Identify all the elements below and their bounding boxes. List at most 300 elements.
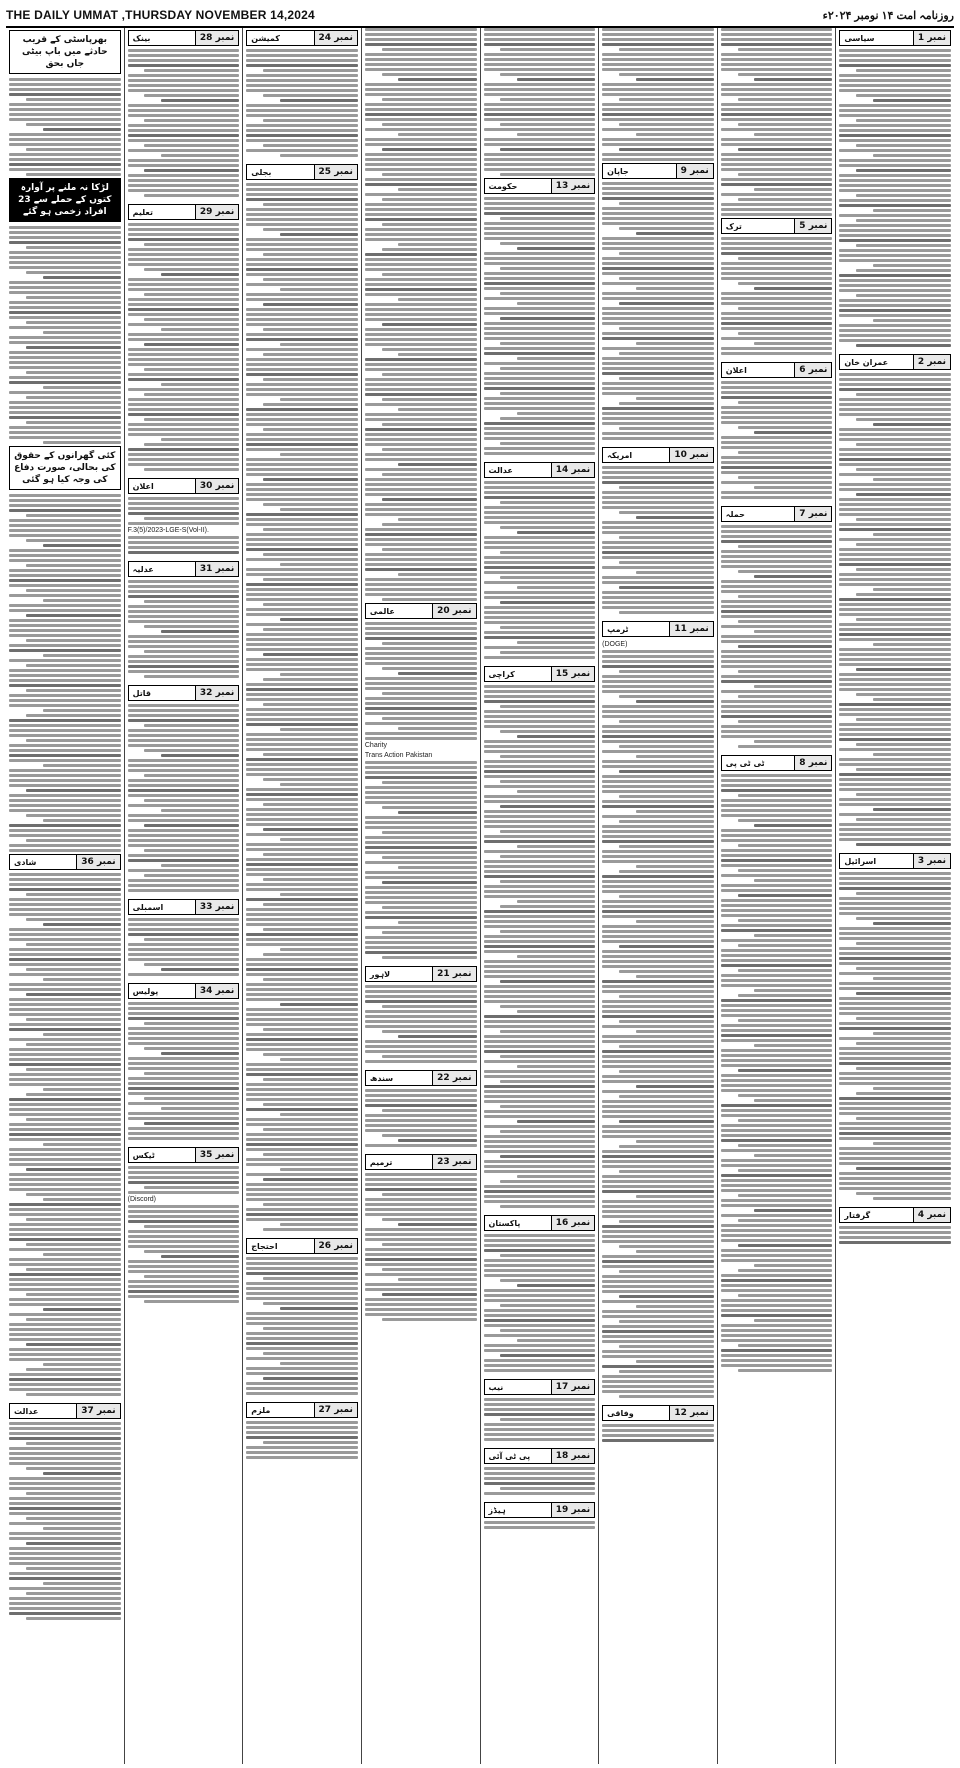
text-line (128, 139, 240, 142)
text-line (636, 755, 714, 758)
text-line (263, 1178, 358, 1181)
text-line (839, 79, 951, 82)
text-line (128, 184, 240, 187)
text-line (500, 367, 595, 370)
text-line (128, 398, 240, 401)
text-line (602, 1200, 714, 1203)
text-line (9, 231, 121, 234)
text-line (9, 619, 121, 622)
text-line (246, 808, 358, 811)
text-line (721, 381, 833, 384)
text-line (738, 794, 833, 797)
text-line (602, 297, 714, 300)
text-line (246, 768, 358, 771)
text-line (721, 560, 833, 563)
text-line (9, 649, 121, 652)
text-line (602, 526, 714, 529)
news-item-2 (839, 352, 951, 846)
text-line (128, 253, 240, 256)
text-line (721, 88, 833, 91)
text-line (721, 237, 833, 240)
text-line (839, 1102, 951, 1105)
text-line (738, 401, 833, 404)
text-line (161, 154, 239, 157)
text-line (721, 1074, 833, 1077)
text-line (721, 322, 833, 325)
text-line (246, 1287, 358, 1290)
text-line (365, 841, 477, 844)
text-line (9, 118, 121, 121)
text-line (721, 1359, 833, 1362)
text-line (43, 1198, 121, 1201)
text-line (602, 83, 714, 86)
item-header: نمبر 24 کمیشن (246, 30, 358, 46)
text-line (382, 48, 477, 51)
news-item-16 (484, 1213, 596, 1372)
text-line (839, 1182, 951, 1185)
text-line (602, 665, 714, 668)
text-line (738, 844, 833, 847)
text-line (9, 366, 121, 369)
text-line (365, 846, 477, 849)
text-line (246, 718, 358, 721)
text-line (9, 1358, 121, 1361)
text-line (602, 1150, 714, 1153)
text-line (9, 1158, 121, 1161)
text-line (365, 288, 477, 291)
text-line (128, 1027, 240, 1030)
text-line (128, 719, 240, 722)
text-line (721, 854, 833, 857)
text-line (246, 773, 358, 776)
text-line (246, 1421, 358, 1424)
text-line (128, 854, 240, 857)
text-line (484, 990, 596, 993)
text-line (246, 488, 358, 491)
text-line (839, 388, 951, 391)
text-line (721, 650, 833, 653)
text-line (9, 113, 121, 116)
text-line (721, 1309, 833, 1312)
text-line (602, 885, 714, 888)
text-line (517, 302, 595, 305)
text-line (128, 114, 240, 117)
text-line (839, 783, 951, 786)
text-line (365, 263, 477, 266)
text-line (721, 1254, 833, 1257)
item-header: نمبر 26 احتجاج (246, 1238, 358, 1254)
text-line (602, 905, 714, 908)
text-line (738, 426, 833, 429)
text-line (246, 1456, 358, 1459)
text-line (721, 939, 833, 942)
text-line (484, 1413, 596, 1416)
text-line (754, 1264, 832, 1267)
text-line (754, 575, 832, 578)
text-line (128, 353, 240, 356)
text-line (484, 377, 596, 380)
text-line (365, 936, 477, 939)
text-line (246, 1372, 358, 1375)
text-line (263, 528, 358, 531)
text-line (839, 89, 951, 92)
item-header: نمبر 17 نیب (484, 1379, 596, 1395)
text-line (365, 278, 477, 281)
text-line (839, 513, 951, 516)
text-line (365, 553, 477, 556)
text-line (602, 655, 714, 658)
text-line (602, 551, 714, 554)
text-line (484, 1045, 596, 1048)
text-line (839, 528, 951, 531)
text-line (263, 603, 358, 606)
text-line (26, 346, 121, 349)
text-line (517, 790, 595, 793)
text-line (721, 481, 833, 484)
text-line (484, 646, 596, 649)
text-line (500, 1279, 595, 1282)
text-line (721, 1089, 833, 1092)
text-line (280, 1168, 358, 1171)
text-line (839, 49, 951, 52)
item-header: نمبر 33 اسمبلی (128, 899, 240, 915)
text-line (382, 667, 477, 670)
text-line (484, 1521, 596, 1524)
text-line (263, 328, 358, 331)
news-item-13 (484, 176, 596, 455)
text-line (9, 1108, 121, 1111)
text-line (26, 714, 121, 717)
text-line (382, 1243, 477, 1246)
text-line (9, 1557, 121, 1560)
text-line (602, 935, 714, 938)
text-line (128, 595, 240, 598)
text-line (365, 896, 477, 899)
text-line (128, 124, 240, 127)
text-line (43, 978, 121, 981)
text-line (246, 823, 358, 826)
text-line (721, 302, 833, 305)
text-line (128, 174, 240, 177)
text-line (128, 1007, 240, 1010)
text-line (484, 1095, 596, 1098)
text-line (484, 1369, 596, 1372)
text-line (246, 273, 358, 276)
text-line (721, 1149, 833, 1152)
text-line (128, 784, 240, 787)
text-line (602, 1424, 714, 1427)
text-line (365, 1010, 477, 1013)
text-line (246, 633, 358, 636)
text-line (484, 700, 596, 703)
text-line (484, 1160, 596, 1163)
text-line (484, 720, 596, 723)
text-line (128, 278, 240, 281)
text-line (839, 1152, 951, 1155)
text-line (365, 503, 477, 506)
text-line (26, 968, 121, 971)
text-line (839, 448, 951, 451)
text-line (9, 83, 121, 86)
text-line (484, 1090, 596, 1093)
text-line (856, 543, 951, 546)
text-line (602, 680, 714, 683)
text-line (43, 709, 121, 712)
text-line (636, 1085, 714, 1088)
text-line (602, 1260, 714, 1263)
text-line (602, 650, 714, 653)
text-line (602, 1155, 714, 1158)
text-line (9, 1138, 121, 1141)
text-line (128, 1270, 240, 1273)
text-line (9, 903, 121, 906)
text-line (161, 968, 239, 971)
text-line (9, 684, 121, 687)
text-line (839, 638, 951, 641)
text-line (602, 601, 714, 604)
text-line (9, 1213, 121, 1216)
text-line (738, 1169, 833, 1172)
text-line (280, 508, 358, 511)
text-line (484, 237, 596, 240)
text-line (128, 1112, 240, 1115)
text-line (144, 194, 239, 197)
text-line (484, 875, 596, 878)
text-line (365, 583, 477, 586)
text-line (602, 63, 714, 66)
text-line (484, 656, 596, 659)
text-line (856, 1192, 951, 1195)
text-line (365, 1213, 477, 1216)
text-line (9, 774, 121, 777)
text-line (738, 595, 833, 598)
text-line (602, 481, 714, 484)
text-line (484, 1299, 596, 1302)
text-line (636, 810, 714, 813)
text-line (365, 1233, 477, 1236)
text-line (365, 796, 477, 799)
text-line (602, 432, 714, 435)
text-line (484, 1274, 596, 1277)
text-line (754, 486, 832, 489)
text-line (26, 123, 121, 126)
text-line (382, 248, 477, 251)
text-line (263, 1327, 358, 1330)
text-line (365, 1188, 477, 1191)
text-line (721, 1329, 833, 1332)
text-line (839, 1022, 951, 1025)
text-line (721, 158, 833, 161)
text-line (26, 689, 121, 692)
text-line (721, 974, 833, 977)
text-line (500, 1155, 595, 1158)
text-line (128, 734, 240, 737)
text-line (9, 286, 121, 289)
text-line (9, 1278, 121, 1281)
text-line (161, 754, 239, 757)
text-line (602, 576, 714, 579)
text-line (246, 443, 358, 446)
text-line (484, 1150, 596, 1153)
text-line (9, 93, 121, 96)
text-line (484, 571, 596, 574)
text-line (365, 1094, 477, 1097)
text-line (9, 1053, 121, 1056)
text-line (9, 579, 121, 582)
text-line (856, 144, 951, 147)
text-line (839, 573, 951, 576)
text-line (161, 1107, 239, 1110)
text-line (619, 1345, 714, 1348)
text-line (246, 223, 358, 226)
text-line (602, 312, 714, 315)
text-line (721, 113, 833, 116)
text-line (9, 948, 121, 951)
text-line (246, 1008, 358, 1011)
text-line (602, 1015, 714, 1018)
text-line (721, 1049, 833, 1052)
item-header: نمبر 29 تعلیم (128, 204, 240, 220)
text-line (721, 242, 833, 245)
text-line (43, 441, 121, 444)
column-8 (6, 28, 124, 1764)
text-line (128, 248, 240, 251)
text-line (484, 163, 596, 166)
text-line (484, 207, 596, 210)
text-line (721, 864, 833, 867)
text-line (484, 760, 596, 763)
text-line (484, 940, 596, 943)
text-line (602, 1080, 714, 1083)
text-line (144, 824, 239, 827)
text-line (738, 1119, 833, 1122)
text-line (602, 307, 714, 310)
text-line (128, 1082, 240, 1085)
text-line (246, 458, 358, 461)
text-line (398, 298, 476, 301)
text-line (754, 1044, 832, 1047)
text-line (738, 1069, 833, 1072)
text-line (365, 258, 477, 261)
text-line (246, 49, 358, 52)
text-line (128, 670, 240, 673)
text-line (856, 1092, 951, 1095)
text-line (484, 1423, 596, 1426)
text-line (128, 1290, 240, 1293)
text-line (365, 702, 477, 705)
text-line (754, 989, 832, 992)
text-line (602, 382, 714, 385)
text-line (365, 707, 477, 710)
text-line (144, 1122, 239, 1125)
item-header: نمبر 6 اعلان (721, 362, 833, 378)
text-line (484, 975, 596, 978)
text-line (365, 308, 477, 311)
text-line (856, 768, 951, 771)
item-header: نمبر 3 اسرائیل (839, 853, 951, 869)
text-line (246, 1436, 358, 1439)
text-line (365, 1114, 477, 1117)
text-line (500, 292, 595, 295)
text-line (484, 53, 596, 56)
text-line (246, 408, 358, 411)
text-line (26, 1592, 121, 1595)
text-line (500, 551, 595, 554)
text-line (602, 1340, 714, 1343)
text-line (365, 901, 477, 904)
text-line (484, 750, 596, 753)
text-line (144, 724, 239, 727)
text-line (602, 765, 714, 768)
text-line (9, 1323, 121, 1326)
text-line (26, 98, 121, 101)
text-line (484, 970, 596, 973)
text-line (128, 769, 240, 772)
text-line (484, 636, 596, 639)
text-line (280, 1362, 358, 1365)
text-line (602, 38, 714, 41)
text-line (602, 282, 714, 285)
text-line (484, 43, 596, 46)
text-line (602, 222, 714, 225)
text-line (144, 1072, 239, 1075)
text-line (26, 1393, 121, 1396)
text-line (365, 1045, 477, 1048)
text-line (246, 868, 358, 871)
text-line (263, 978, 358, 981)
text-line (365, 38, 477, 41)
text-line (484, 1234, 596, 1237)
text-line (484, 825, 596, 828)
text-line (484, 322, 596, 325)
text-line (619, 352, 714, 355)
text-line (873, 319, 951, 322)
text-line (128, 129, 240, 132)
text-line (246, 193, 358, 196)
text-line (721, 168, 833, 171)
text-line (602, 476, 714, 479)
text-line (246, 1043, 358, 1046)
text-line (602, 1110, 714, 1113)
text-line (365, 383, 477, 386)
text-line (128, 283, 240, 286)
text-line (754, 1099, 832, 1102)
text-line (619, 1120, 714, 1123)
text-line (721, 1114, 833, 1117)
text-line (246, 383, 358, 386)
text-line (9, 1388, 121, 1391)
text-line (839, 438, 951, 441)
text-line (839, 398, 951, 401)
text-line (839, 788, 951, 791)
text-line (246, 498, 358, 501)
text-line (246, 208, 358, 211)
text-line (128, 453, 240, 456)
text-line (26, 639, 121, 642)
text-line (365, 876, 477, 879)
text-line (839, 982, 951, 985)
text-line (602, 1240, 714, 1243)
text-line (839, 1077, 951, 1080)
text-line (246, 608, 358, 611)
text-line (721, 1059, 833, 1062)
text-line (246, 323, 358, 326)
text-line (484, 745, 596, 748)
text-line (365, 393, 477, 396)
text-line (484, 312, 596, 315)
news-item-36 (9, 852, 121, 1396)
news-item-24 (246, 28, 358, 157)
